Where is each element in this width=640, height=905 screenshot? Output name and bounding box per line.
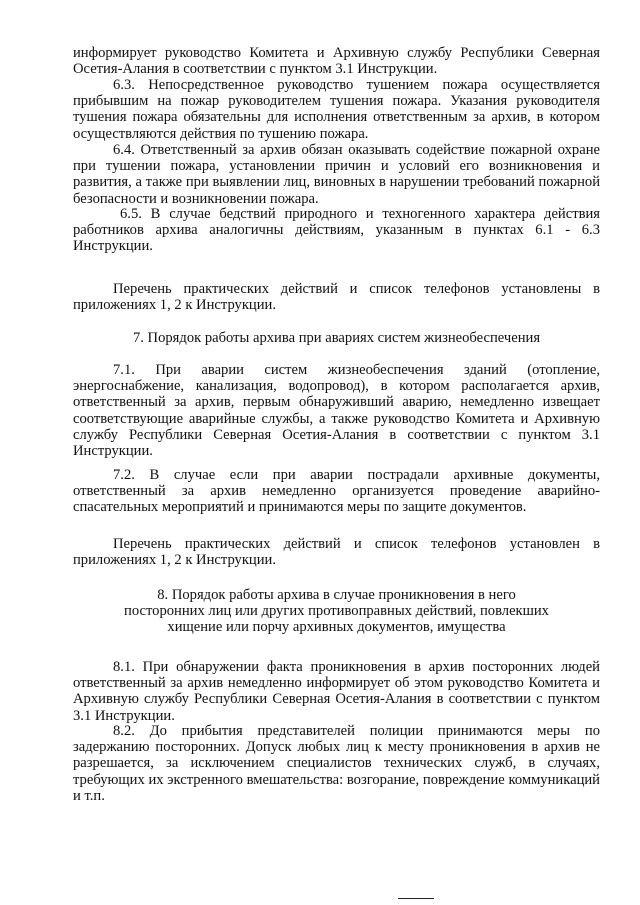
paragraph-8-1: 8.1. При обнаружении факта проникновения в архив посторонних людей ответственный за архив немедленно информирует об этом руководство Комитета и Архивную службу Республики Северная Осетия-Алания в соответствии с пунктом 3.1 Инструкции. [73,659,600,724]
paragraph-8-2: 8.2. До прибытия представителей полиции принимаются меры по задержанию посторонних. Допуск любых лиц к месту проникновения в архив не разрешается, за исключением специалистов технических служб, в случаях, требующих их экстренного вмешательства: возгорание, повреждение коммуникаций и т.п. [73,723,600,804]
paragraph-6-4: 6.4. Ответственный за архив обязан оказывать содействие пожарной охране при тушении пожара, установлении причин и условий его возникновения и развития, а также при выявлении лиц, виновных в нарушении требований пожарной безопасности и возникновении пожара. [73,142,600,207]
section-heading-8-line: посторонних лиц или других противоправных действий, повлекших [124,603,549,620]
paragraph-continuation: информирует руководство Комитета и Архивную службу Республики Северная Осетия-Алания в соответствии с пунктом 3.1 Инструкции. [73,45,600,78]
paragraph-list-7: Перечень практических действий и список телефонов установлен в приложениях 1, 2 к Инструкции. [73,536,600,569]
paragraph-list-6: Перечень практических действий и список телефонов установлены в приложениях 1, 2 к Инструкции. [73,281,600,314]
section-heading-8-line: 8. Порядок работы архива в случае проникновения в него [157,587,516,603]
section-heading-8 [73,587,600,636]
paragraph-7-1: 7.1. При аварии систем жизнеобеспечения зданий (отопление, энергоснабжение, канализация, водопровод), в котором располагается архив, ответственный за архив, первым обнаруживший аварию, немедленно извещает соответствующие аварийные службы, а также руководство Комитета и Архивную службу Республики Северная Осетия-Алания в соответствии с пунктом 3.1 Инструкции. [73,362,600,460]
paragraph-6-3: 6.3. Непосредственное руководство тушением пожара осуществляется прибывшим на пожар руководителем тушения пожара. Указания руководителя тушения пожара обязательны для исполнения ответственным за архив, в котором осуществляются действия по тушению пожара. [73,77,600,142]
paragraph-6-5: 6.5. В случае бедствий природного и техногенного характера действия работников архива аналогичны действиям, указанным в пунктах 6.1 - 6.3 Инструкции. [73,206,600,255]
footer-line [398,898,434,899]
section-heading-7: 7. Порядок работы архива при авариях систем жизнеобеспечения [132,330,541,346]
section-heading-8-line: хищение или порчу архивных документов, имущества [167,619,506,636]
paragraph-7-2: 7.2. В случае если при аварии пострадали архивные документы, ответственный за архив немедленно организуется проведение аварийно-спасательных мероприятий и принимаются меры по защите документов. [73,467,600,516]
